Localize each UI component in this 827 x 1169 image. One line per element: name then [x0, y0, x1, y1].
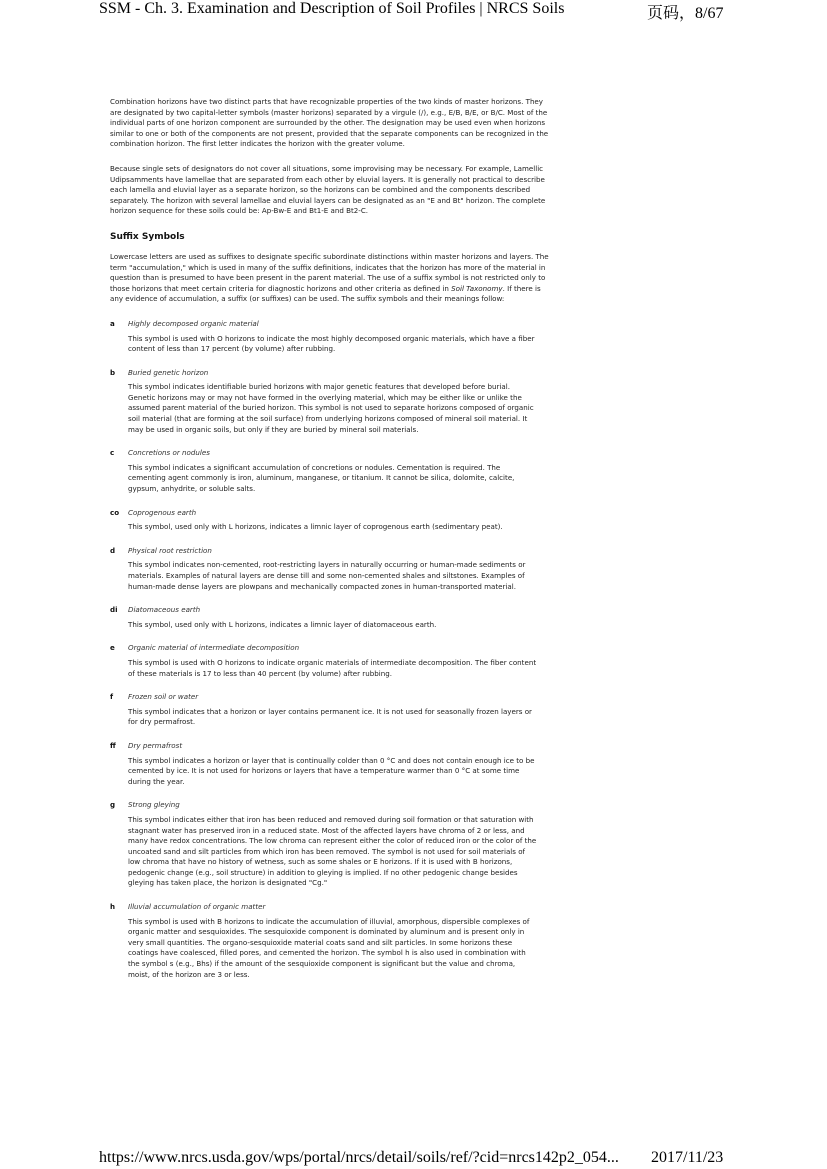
suffix-code: e	[110, 643, 115, 653]
suffix-item-c	[110, 448, 550, 494]
soil-taxonomy-reference: Soil Taxonomy	[451, 283, 503, 293]
suffix-code: a	[110, 318, 115, 328]
suffix-name: Physical root restriction	[128, 545, 212, 555]
suffix-description: This symbol indicates either that iron has been reduced and removed during soil formation or that saturation with stagnant water has preserved iron in a reduced state. Most of the affected layers have chroma of 2 or less, and many have redox concentrations. The low chroma can represent either the color of reduced iron or the color of the uncoated sand and silt particles from which iron has been removed. The symbol is not used for soil materials of low chroma that have no history of wetness, such as some shales or E horizons. If it is used with B horizons, pedogenic change (e.g., soil structure) in addition to gleying is implied. If no other pedogenic change besides gleying has taken place, the horizon is designated "Cg."	[128, 814, 537, 888]
suffix-code: h	[110, 902, 116, 912]
suffix-intro-text-1: Lowercase letters are used as suffixes to designate specific subordinate distinctions within master horizons and layers. The term "accumulation," which is used in many of the suffix definitions, indicates that the horizon has more of the material in question than is presumed to have been present in the parent material. The use of a suffix symbol is not restricted only to those horizons that meet certain criteria for diagnostic horizons and other criteria as defined in	[110, 251, 549, 293]
print-footer	[0, 1149, 827, 1169]
suffix-name: Diatomaceous earth	[128, 605, 201, 615]
suffix-name: Concretions or nodules	[128, 448, 210, 458]
suffix-item-ff	[110, 741, 550, 787]
suffix-intro-paragraph	[110, 252, 550, 305]
suffix-description: This symbol indicates a significant accumulation of concretions or nodules. Cementation is required. The cementing agent commonly is iron, aluminum, manganese, or titanium. It cannot be silica, dolomite, calcite, gypsum, anhydrite, or soluble salts.	[128, 462, 515, 494]
suffix-description: This symbol is used with O horizons to indicate the most highly decomposed organic materials, which have a fiber content of less than 17 percent (by volume) after rubbing.	[128, 333, 535, 354]
suffix-description: This symbol is used with B horizons to indicate the accumulation of illuvial, amorphous, dispersible complexes of organic matter and sesquioxides. The sesquioxide component is dominated by aluminum and is present only in very small quantities. The organo-sesquioxide material coats sand and silt particles. In some horizons these coatings have coalesced, filled pores, and cemented the horizon. The symbol h is also used in combination with the symbol s (e.g., Bhs) if the amount of the sesquioxide component is significant but the value and chroma, moist, of the horizon are 3 or less.	[128, 916, 530, 979]
suffix-name: Frozen soil or water	[128, 692, 199, 702]
suffix-description: This symbol indicates a horizon or layer that is continually colder than 0 °C and does not contain enough ice to be cemented by ice. It is not used for horizons or layers that have a temperature warmer than 0 °C at some time during the year.	[128, 755, 535, 786]
suffix-symbols-heading: Suffix Symbols	[110, 231, 185, 242]
suffix-name: Strong gleying	[128, 800, 180, 810]
suffix-name: Coprogenous earth	[128, 507, 197, 517]
suffix-description: This symbol indicates that a horizon or layer contains permanent ice. It is not used for seasonally frozen layers or for dry permafrost.	[128, 706, 532, 727]
suffix-name: Organic material of intermediate decomposition	[128, 643, 300, 653]
print-date: 2017/11/23	[651, 1149, 724, 1166]
document-title: SSM - Ch. 3. Examination and Description of Soil Profiles | NRCS Soils	[99, 0, 565, 17]
suffix-item-b	[110, 368, 550, 436]
suffix-description: This symbol, used only with L horizons, indicates a limnic layer of coprogenous earth (sedimentary peat).	[128, 522, 503, 532]
print-header	[0, 0, 827, 22]
improvising-paragraph: Because single sets of designators do not cover all situations, some improvising may be necessary. For example, Lamellic Udipsamments have lamellae that are separated from each other by eluvial layers. It is generally not practical to describe each lamella and eluvial layer as a separate horizon, so the horizons can be combined and the components described separately. The horizon with several lamellae and eluvial layers can be designated as an "E and Bt" horizon. The complete horizon sequence for these soils could be: Ap-Bw-E and Bt1-E and Bt2-C.	[110, 163, 546, 216]
suffix-name: Highly decomposed organic material	[128, 318, 259, 328]
suffix-code: f	[110, 692, 114, 702]
suffix-item-di	[110, 605, 550, 630]
suffix-description: This symbol indicates non-cemented, root-restricting layers in naturally occurring or human-made sediments or materials. Examples of natural layers are dense till and some non-cemented shales and siltstones. Examples of human-made dense layers are plowpans and mechanically compacted zones in human-transported material.	[128, 560, 526, 591]
suffix-name: Illuvial accumulation of organic matter	[128, 902, 266, 912]
suffix-name: Buried genetic horizon	[128, 367, 209, 377]
suffix-name: Dry permafrost	[128, 740, 183, 750]
suffix-description: This symbol indicates identifiable buried horizons with major genetic features that developed before burial. Genetic horizons may or may not have formed in the overlying material, which may be either like or unlike the assumed parent material of the buried horizon. This symbol is not used to separate horizons composed of organic soil material (that are forming at the soil surface) from underlying horizons composed of mineral soil material. It may be used in organic soils, but only if they are buried by mineral soil materials.	[128, 382, 534, 434]
suffix-item-a	[110, 319, 550, 355]
suffix-code: c	[110, 448, 115, 458]
suffix-item-e	[110, 643, 550, 679]
suffix-description: This symbol, used only with L horizons, indicates a limnic layer of diatomaceous earth.	[128, 619, 437, 629]
suffix-item-f	[110, 692, 550, 728]
page-content	[110, 97, 550, 993]
page-number: 页码，8/67	[647, 5, 724, 22]
suffix-item-g	[110, 800, 550, 889]
suffix-code: co	[110, 507, 120, 517]
suffix-description: This symbol is used with O horizons to indicate organic materials of intermediate decomposition. The fiber content of these materials is 17 to less than 40 percent (by volume) after rubbing.	[128, 657, 537, 678]
combination-horizons-paragraph: Combination horizons have two distinct parts that have recognizable properties of the two kinds of master horizons. They are designated by two capital-letter symbols (master horizons) separated by a virgule (/), e.g., E/B, B/E, or B/C. Most of the individual parts of one horizon component are surrounded by the other. The designation may be used even when horizons similar to one or both of the components are not present, provided that the separate components can be recognized in the combination horizon. The first letter indicates the horizon with the greater volume.	[110, 97, 549, 149]
suffix-item-h	[110, 902, 550, 980]
suffix-code: d	[110, 545, 116, 555]
suffix-item-d	[110, 546, 550, 592]
suffix-intro-text-2: . If there is any evidence of accumulation, a suffix (or suffixes) can be used. The suffix symbols and their meanings follow:	[110, 283, 541, 304]
page-url: https://www.nrcs.usda.gov/wps/portal/nrcs/detail/soils/ref/?cid=nrcs142p2_054...	[99, 1149, 619, 1166]
suffix-code: di	[110, 605, 118, 615]
suffix-code: b	[110, 367, 116, 377]
suffix-code: g	[110, 800, 116, 810]
suffix-code: ff	[110, 740, 116, 750]
suffix-item-co	[110, 508, 550, 533]
